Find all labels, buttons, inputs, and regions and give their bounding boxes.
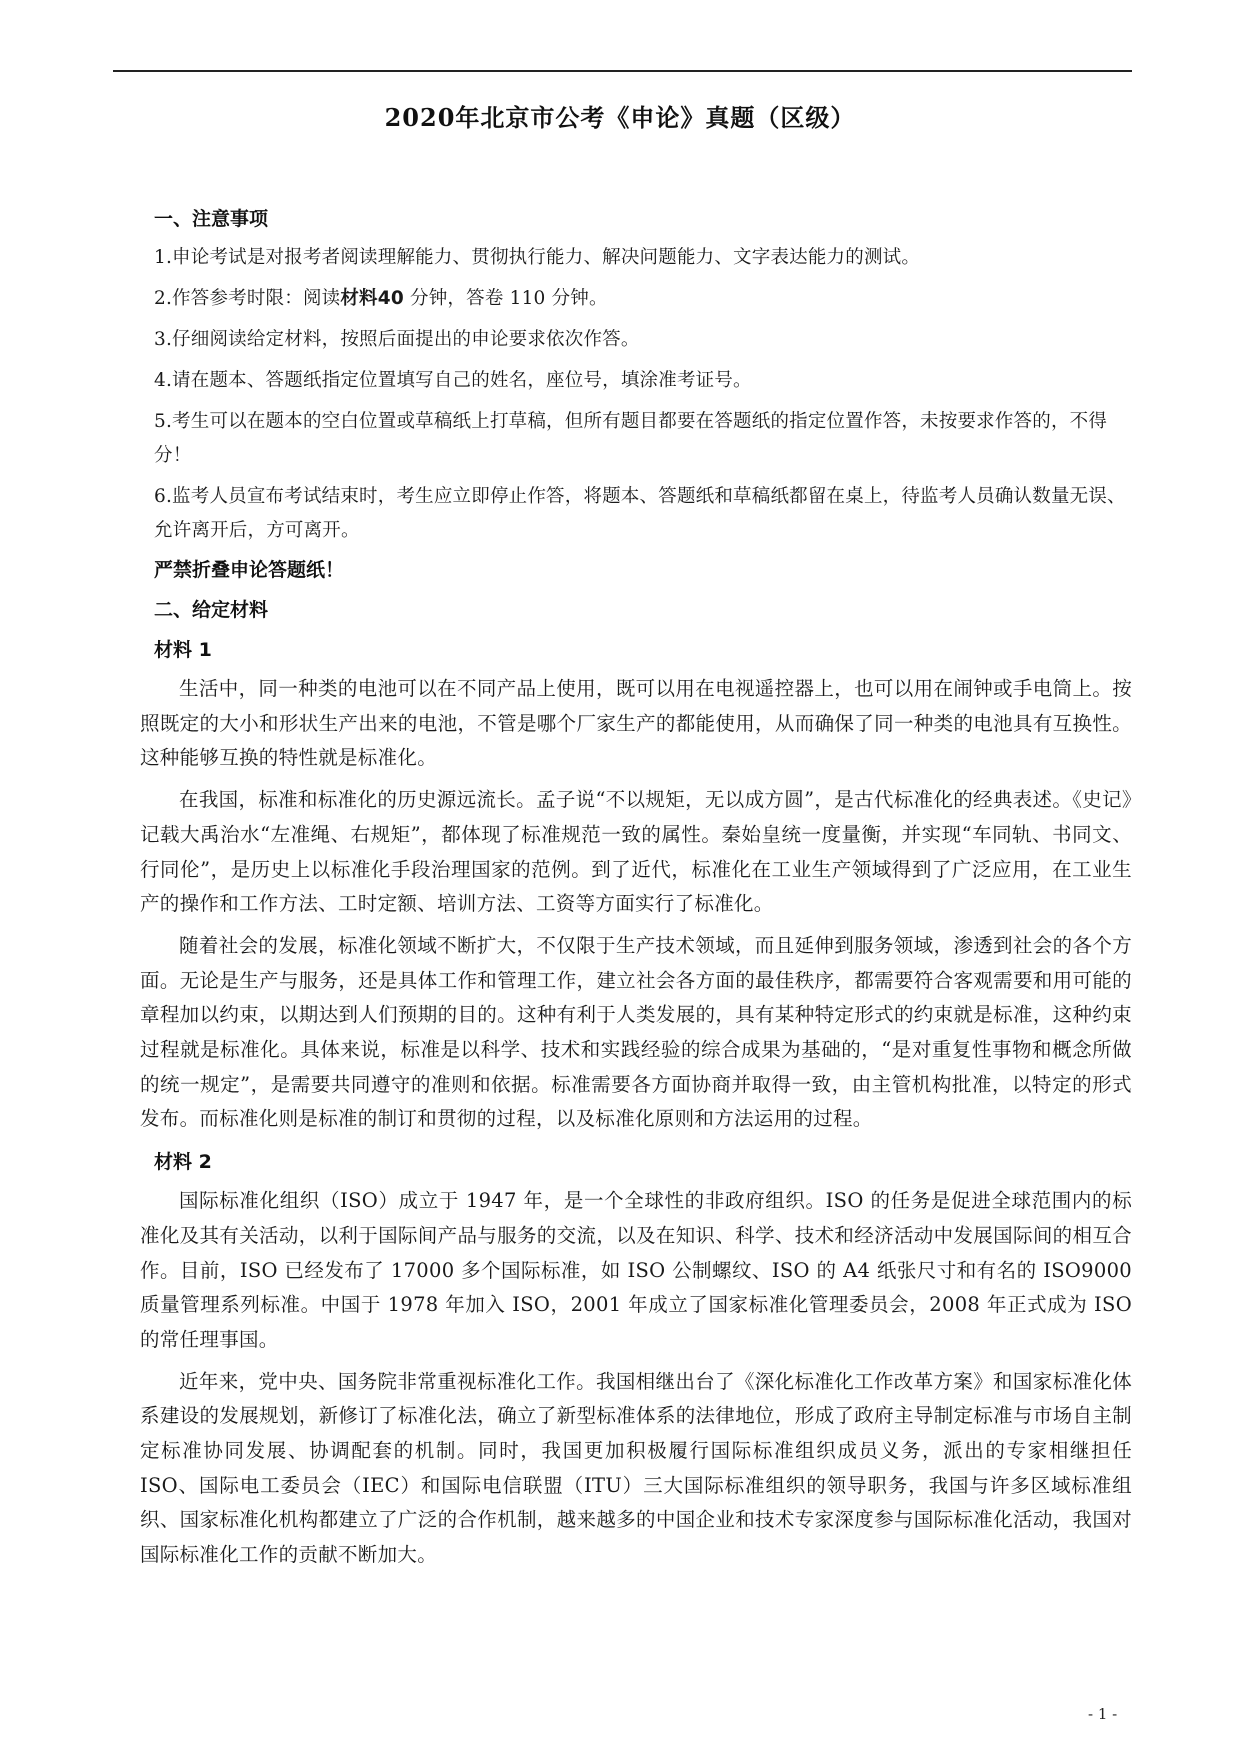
- notice-item-1: 1.申论考试是对报考者阅读理解能力、贯彻执行能力、解决问题能力、文字表达能力的测试。: [154, 247, 921, 268]
- material-2-label: 材料 2: [154, 1151, 212, 1174]
- notice-item-4: 4.请在题本、答题纸指定位置填写自己的姓名，座位号，填涂准考证号。: [154, 370, 752, 391]
- notice-heading: 一、注意事项: [154, 208, 269, 230]
- material-1-paragraph-2: 在我国，标准和标准化的历史源远流长。孟子说“不以规矩，无以成方圆”，是古代标准化的经典表述。《史记》记载大禹治水“左准绳、右规矩”，都体现了标准规范一致的属性。秦始皇统一度量衡，并实现“车同轨、书同文、行同伦”，是历史上以标准化手段治理国家的范例。到了近代，标准化在工业生产领域得到了广泛应用，在工业生产的操作和工作方法、工时定额、培训方法、工资等方面实行了标准化。: [140, 788, 1132, 916]
- material-2-paragraph-2: 近年来，党中央、国务院非常重视标准化工作。我国相继出台了《深化标准化工作改革方案》和国家标准化体系建设的发展规划，新修订了标准化法，确立了新型标准体系的法律地位，形成了政府主导制定标准与市场自主制定标准协同发展、协调配套的机制。同时，我国更加积极履行国际标准组织成员义务，派出的专家相继担任 ISO、国际电工委员会（IEC）和国际电信联盟（ITU）三大国际标准组织的领导职务，我国与许多区域标准组织、国家标准化机构都建立了广泛的合作机制，越来越多的中国企业和技术专家深度参与国际标准化活动，我国对国际标准化工作的贡献不断加大。: [140, 1369, 1132, 1567]
- material-1-paragraph-3: 随着社会的发展，标准化领域不断扩大，不仅限于生产技术领域，而且延伸到服务领域，渗透到社会的各个方面。无论是生产与服务，还是具体工作和管理工作，建立社会各方面的最佳秩序，都需要符合客观需要和用可能的章程加以约束，以期达到人们预期的目的。这种有利于人类发展的，具有某种特定形式的约束就是标准，这种约束过程就是标准化。具体来说，标准是以科学、技术和实践经验的综合成果为基础的，“是对重复性事物和概念所做的统一规定”，是需要共同遵守的准则和依据。标准需要各方面协商并取得一致，由主管机构批准，以特定的形式发布。而标准化则是标准的制订和贯彻的过程，以及标准化原则和方法运用的过程。: [140, 933, 1132, 1131]
- notice-item-5: 5.考生可以在题本的空白位置或草稿纸上打草稿，但所有题目都要在答题纸的指定位置作答，未按要求作答的，不得分！: [154, 411, 1108, 466]
- material-1-label: 材料 1: [154, 639, 212, 661]
- document-body: [140, 204, 1132, 1573]
- material-2-paragraph-1: 国际标准化组织（ISO）成立于 1947 年，是一个全球性的非政府组织。ISO 的任务是促进全球范围内的标准化及其有关活动，以利于国际间产品与服务的交流，以及在知识、科学、技术和经济活动中发展国际间的相互合作。目前，ISO 已经发布了 17000 多个国际标准，如 ISO 公制螺纹、ISO 的 A4 纸张尺寸和有名的 ISO9000 质量管理系列标准。中国于 1978 年加入 ISO，2001 年成立了国家标准化管理委员会，2008 年正式成为 ISO 的常任理事国。: [140, 1189, 1132, 1351]
- page-number: - 1 -: [1088, 1705, 1118, 1723]
- notice-item-2-bold: 材料: [340, 288, 378, 309]
- material-1-paragraph-1: 生活中，同一种类的电池可以在不同产品上使用，既可以用在电视遥控器上，也可以用在闹钟或手电筒上。按照既定的大小和形状生产出来的电池，不管是哪个厂家生产的都能使用，从而确保了同一种类的电池具有互换性。这种能够互换的特性就是标准化。: [140, 677, 1132, 770]
- notice-item-2-suffix: 分钟，答卷 110 分钟。: [410, 288, 608, 309]
- notice-item-3: 3.仔细阅读给定材料，按照后面提出的申论要求依次作答。: [154, 329, 640, 350]
- notice-item-2-prefix: 2.作答参考时限：阅读: [154, 288, 341, 309]
- notice-item-2-minutes: 40: [377, 288, 404, 309]
- document-title: 2020年北京市公考《申论》真题（区级）: [384, 103, 856, 132]
- notice-item-2: [154, 282, 1132, 316]
- notice-warning: 严禁折叠申论答题纸！: [154, 559, 345, 581]
- materials-heading: 二、给定材料: [154, 599, 269, 621]
- header-rule: [113, 70, 1132, 72]
- notice-item-6: 6.监考人员宣布考试结束时，考生应立即停止作答，将题本、答题纸和草稿纸都留在桌上，待监考人员确认数量无误、允许离开后，方可离开。: [154, 486, 1126, 541]
